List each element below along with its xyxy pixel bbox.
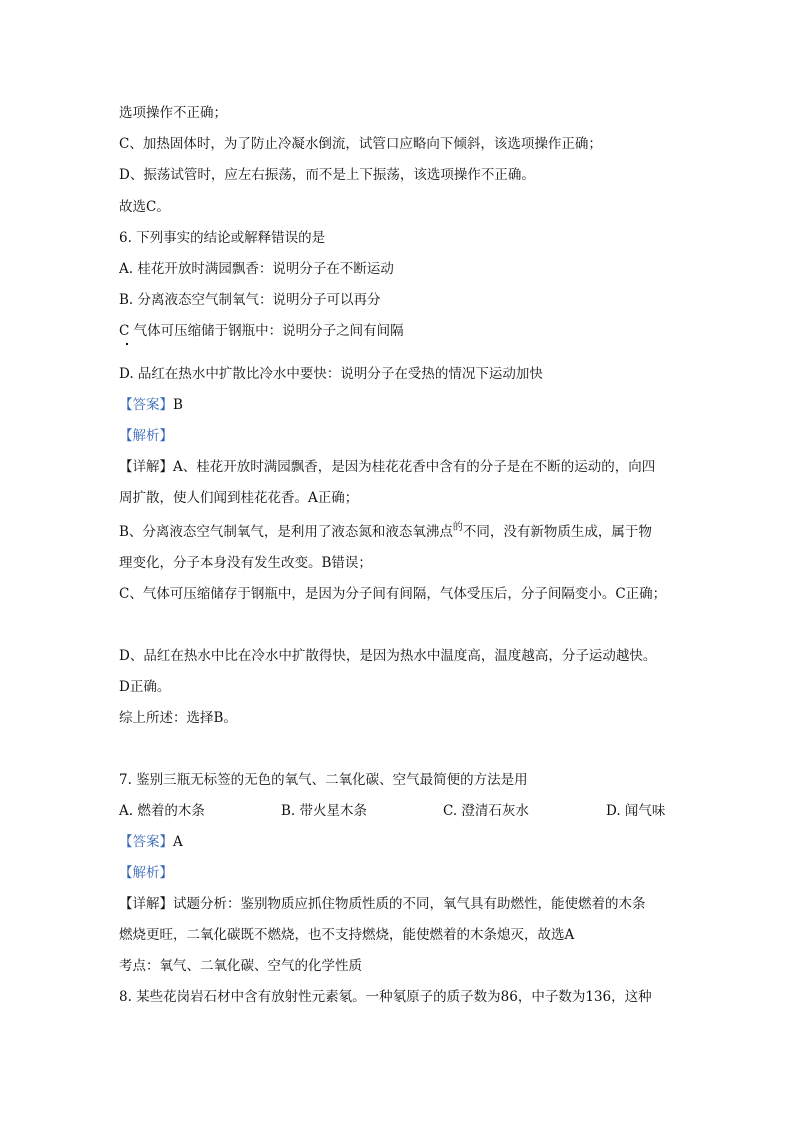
detail-tag: 【详解】 [119,459,173,475]
q6-detail-line-7: D正确。 [119,679,171,695]
q5-tail-line-4: 故选C。 [119,199,170,215]
answer-value: A [173,834,183,850]
q7-option-a: A. 燃着的木条 [119,803,205,819]
q6-option-d: D. 品红在热水中扩散比冷水中要快：说明分子在受热的情况下运动加快 [119,366,543,382]
q7-option-c: C. 澄清石灰水 [443,803,529,819]
q6-answer [119,396,183,414]
q6-option-c: C 气体可压缩储于钢瓶中：说明分子之间有间隔 [119,323,404,339]
q5-tail-line-2: C、加热固体时，为了防止冷凝水倒流，试管口应略向下倾斜，该选项操作正确； [119,136,602,152]
detail-text-b: 不同，没有新物质生成，属于物 [462,524,652,540]
q6-stem: 6. 下列事实的结论或解释错误的是 [119,230,326,246]
q6-analysis-tag: 【解析】 [119,428,173,444]
q6-detail-line-4: 理变化，分子本身没有发生改变。B错误； [119,555,372,571]
q7-stem: 7. 鉴别三瓶无标签的无色的氧气、二氧化碳、空气最简便的方法是用 [119,772,528,788]
superscript-char: 的 [452,522,463,533]
q6-detail-line-8: 综上所述：选择B。 [119,710,237,726]
detail-tag: 【详解】 [119,896,173,912]
q7-option-d: D. 闻气味 [606,803,666,819]
answer-tag: 【答案】 [119,834,173,850]
q7-option-b: B. 带火星木条 [281,803,368,819]
q6-option-a: A. 桂花开放时满园飘香：说明分子在不断运动 [119,261,394,277]
q6-option-b: B. 分离液态空气制氧气：说明分子可以再分 [119,292,381,308]
q6-detail-line-1 [119,458,655,476]
q6-detail-line-5: C、气体可压缩储存于钢瓶中，是因为分子间有间隔，气体受压后，分子间隔变小。C正确； [119,586,667,602]
answer-value: B [173,397,183,413]
answer-tag: 【答案】 [119,397,173,413]
q6-detail-line-6: D、品红在热水中比在冷水中扩散得快，是因为热水中温度高，温度越高，分子运动越快。 [119,648,657,664]
q7-detail-line-1 [119,895,646,913]
detail-text: 试题分析：鉴别物质应抓住物质性质的不同，氧气具有助燃性，能使燃着的木条 [173,896,646,912]
q6-detail-line-3 [119,523,652,543]
q6-detail-line-2: 周扩散，使人们闻到桂花花香。A正确； [119,490,359,506]
q5-tail-line-3: D、振荡试管时，应左右振荡，而不是上下振荡，该选项操作不正确。 [119,167,535,183]
q7-detail-line-2: 燃烧更旺，二氧化碳既不燃烧，也不支持燃烧，能使燃着的木条熄灭，故选A [119,927,575,943]
q7-answer [119,833,183,851]
q7-analysis-tag: 【解析】 [119,865,173,881]
stray-dot [126,343,128,345]
q5-tail-line-1: 选项操作不正确； [119,105,227,121]
detail-text: A、桂花开放时满园飘香，是因为桂花花香中含有的分子是在不断的运动的，向四 [173,459,656,475]
q8-stem: 8. 某些花岗岩石材中含有放射性元素氡。一种氡原子的质子数为86，中子数为136，这种 [119,989,652,1005]
detail-text-a: B、分离液态空气制氧气，是利用了液态氮和液态氧沸点 [119,524,453,540]
q7-detail-line-3: 考点：氧气、二氧化碳、空气的化学性质 [119,958,362,974]
